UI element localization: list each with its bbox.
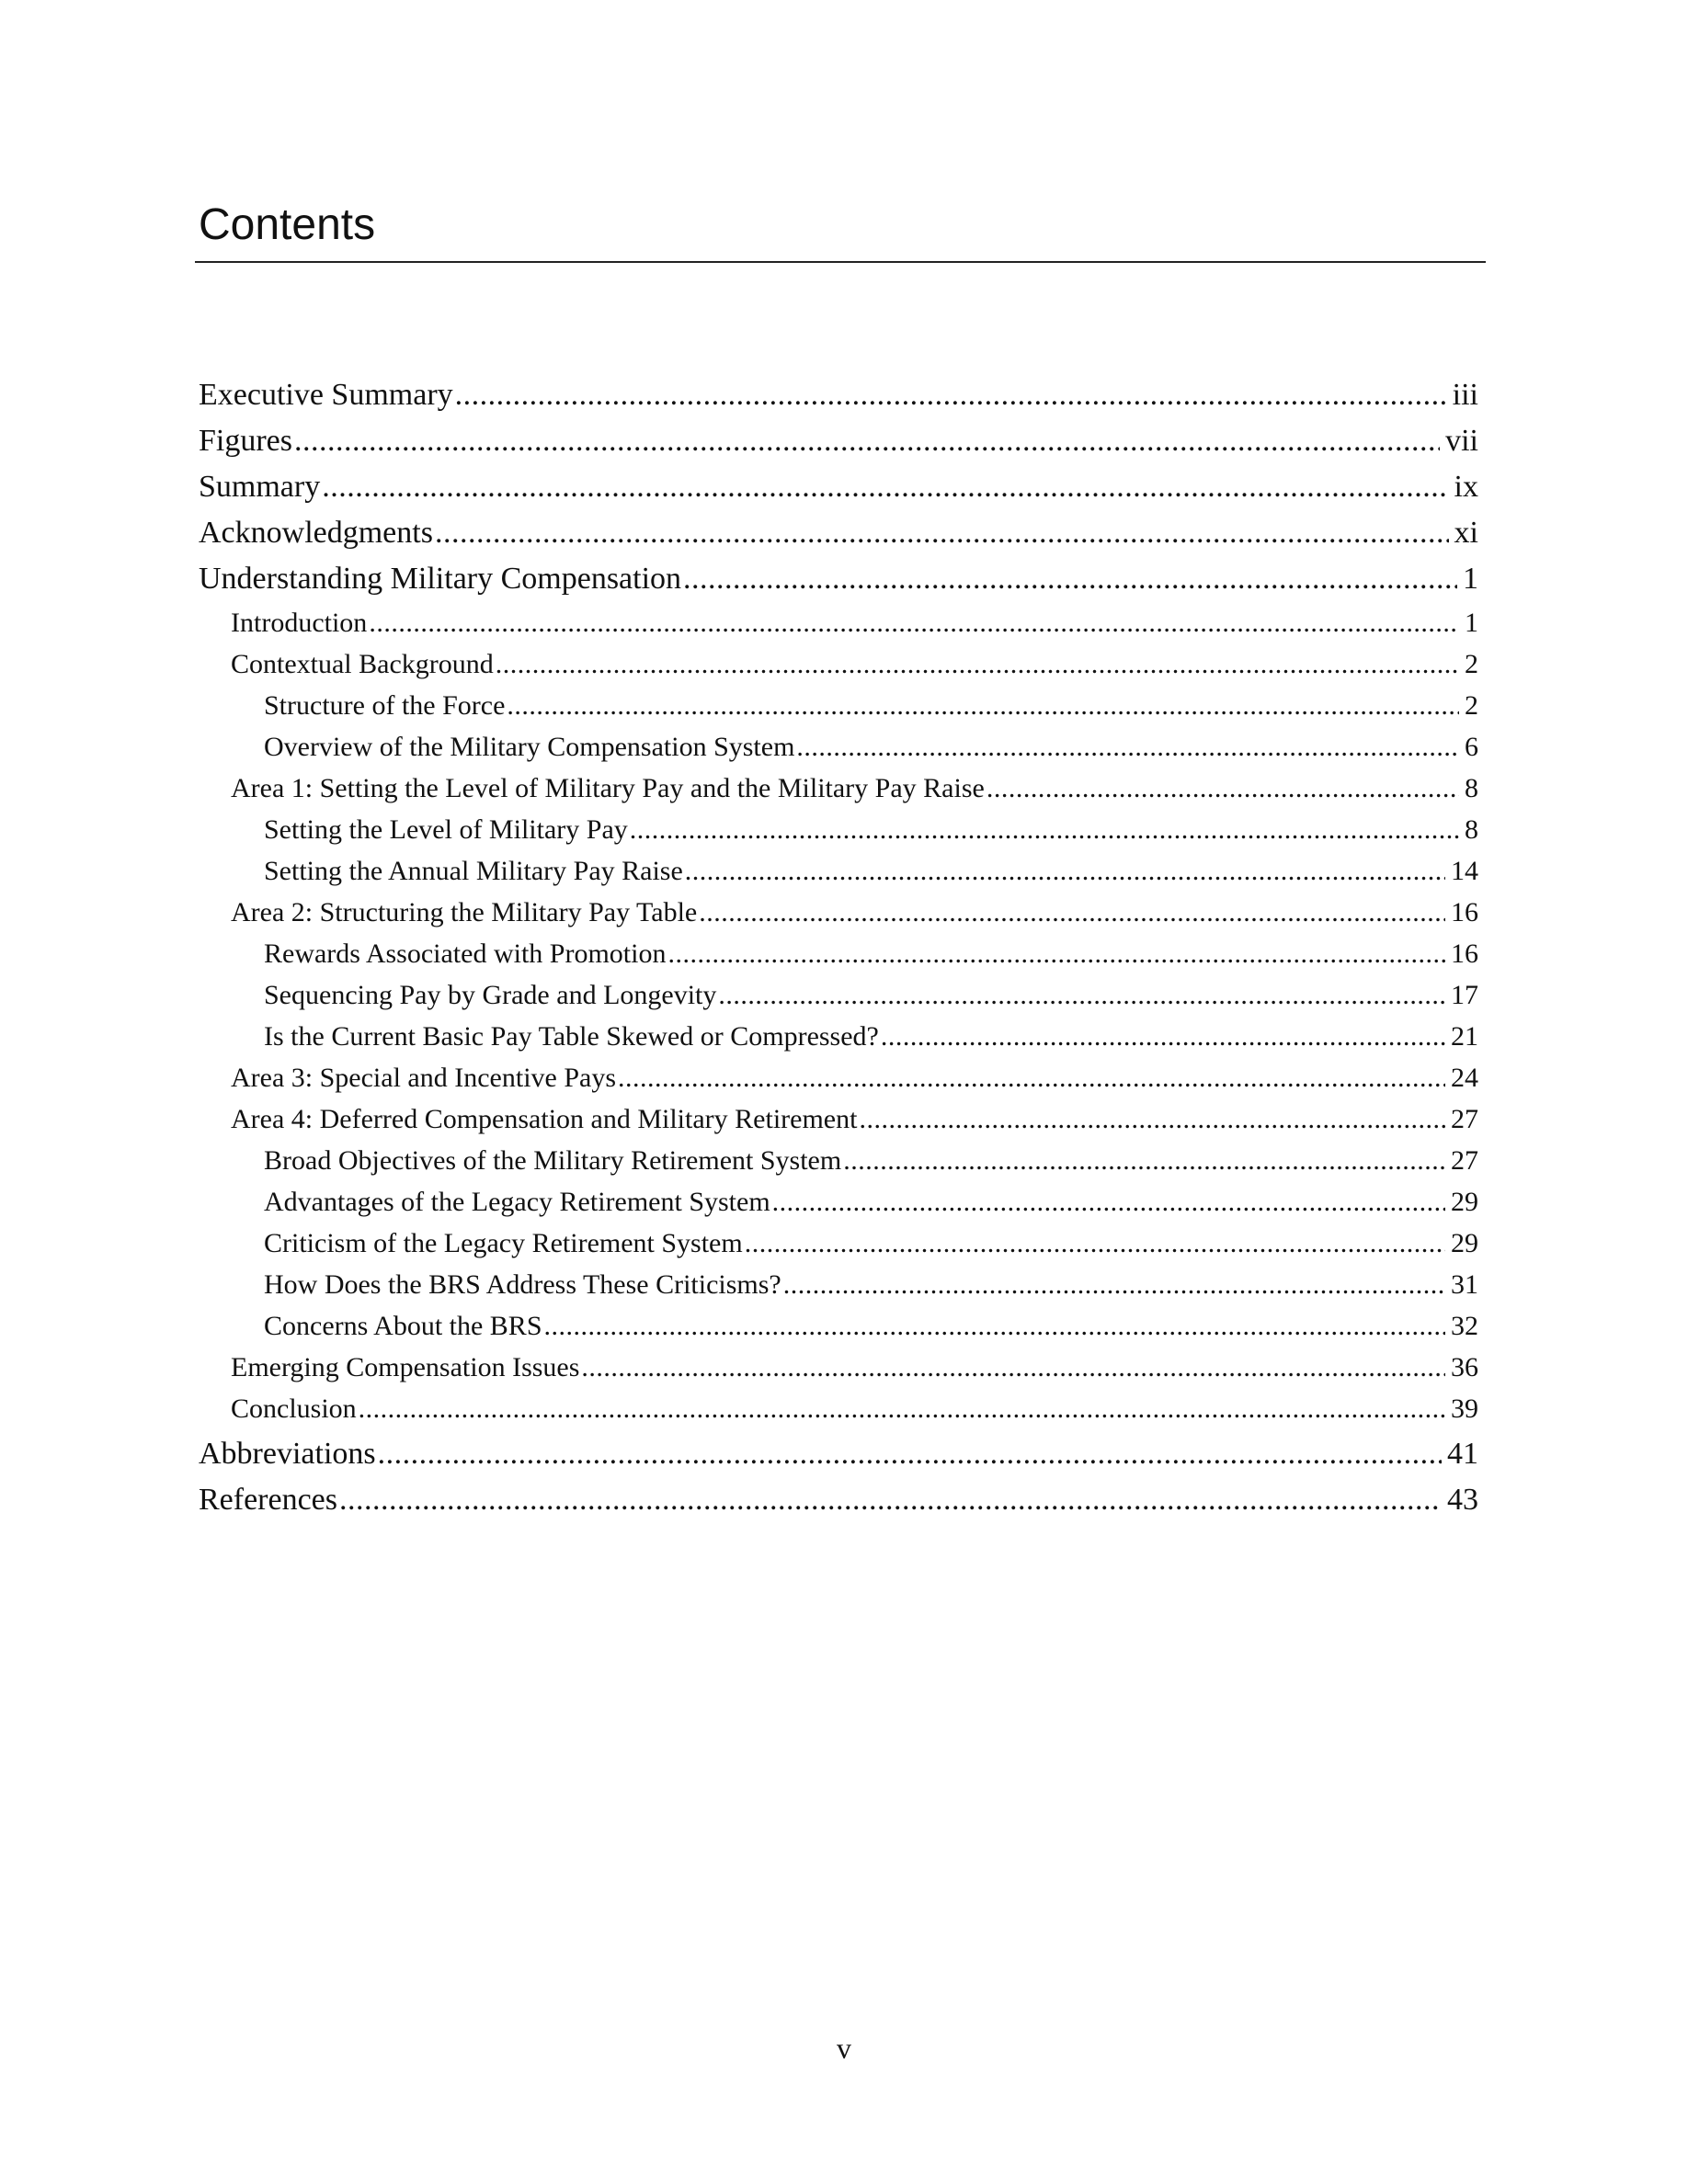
toc-entry-title: Structure of the Force [264, 690, 506, 721]
toc-entry-overview-of-the-military-compensation-system[interactable] [264, 729, 1478, 766]
dot-leader [339, 1480, 1442, 1520]
dot-leader [859, 1101, 1445, 1138]
toc-entry-page: 29 [1451, 1228, 1478, 1258]
toc-entry-title: Area 3: Special and Incentive Pays [231, 1063, 617, 1093]
dot-leader [359, 1391, 1445, 1428]
dot-leader [544, 1308, 1445, 1345]
dot-leader [987, 770, 1459, 807]
toc-entry-acknowledgments[interactable] [199, 513, 1478, 553]
toc-entry-advantages-of-the-legacy-retirement-system[interactable] [264, 1184, 1478, 1221]
dot-leader [455, 375, 1447, 415]
toc-entry-title: Introduction [231, 608, 368, 638]
toc-entry-title: Advantages of the Legacy Retirement System [264, 1187, 770, 1217]
dot-leader [796, 729, 1459, 766]
toc-entry-introduction[interactable] [231, 605, 1478, 642]
dot-leader [581, 1349, 1445, 1386]
toc-entry-page: 27 [1451, 1145, 1478, 1176]
toc-entry-page: 2 [1465, 690, 1478, 721]
dot-leader [507, 688, 1459, 724]
toc-entry-area-2[interactable] [231, 894, 1478, 931]
toc-entry-title: Concerns About the BRS [264, 1311, 542, 1341]
dot-leader [369, 605, 1459, 642]
toc-entry-criticism-of-the-legacy-retirement-system[interactable] [264, 1225, 1478, 1262]
dot-leader [881, 1018, 1445, 1055]
toc-entry-page: iii [1452, 378, 1478, 412]
toc-entry-setting-the-level-of-military-pay[interactable] [264, 812, 1478, 848]
page-title: Contents [199, 200, 376, 249]
toc-entry-title: Area 1: Setting the Level of Military Pay and the Military Pay Raise [231, 773, 985, 803]
toc-entry-area-3[interactable] [231, 1060, 1478, 1097]
toc-entry-page: 36 [1451, 1352, 1478, 1382]
dot-leader [718, 977, 1445, 1014]
dot-leader [435, 513, 1449, 553]
toc-entry-page: 32 [1451, 1311, 1478, 1341]
toc-entry-concerns-about-the-brs[interactable] [264, 1308, 1478, 1345]
toc-entry-area-4[interactable] [231, 1101, 1478, 1138]
toc-entry-how-does-the-brs-address-these-criticisms[interactable] [264, 1267, 1478, 1303]
toc-entry-title: Acknowledgments [199, 516, 433, 550]
toc-entry-page: 2 [1465, 649, 1478, 679]
dot-leader [745, 1225, 1445, 1262]
toc-entry-page: vii [1445, 424, 1478, 458]
toc-entry-title: Area 4: Deferred Compensation and Military Retirement [231, 1104, 858, 1134]
dot-leader [783, 1267, 1445, 1303]
toc-entry-title: Emerging Compensation Issues [231, 1352, 580, 1382]
toc-entry-rewards-associated-with-promotion[interactable] [264, 936, 1478, 973]
toc-entry-page: 8 [1465, 814, 1478, 845]
toc-entry-title: Setting the Annual Military Pay Raise [264, 856, 683, 886]
dot-leader [496, 646, 1459, 683]
toc-entry-page: 21 [1451, 1021, 1478, 1052]
toc-entry-title: Executive Summary [199, 378, 453, 412]
toc-entry-page: xi [1454, 516, 1478, 550]
toc-entry-area-1[interactable] [231, 770, 1478, 807]
dot-leader [772, 1184, 1445, 1221]
toc-entry-page: 1 [1463, 562, 1478, 596]
toc-entry-page: 43 [1447, 1483, 1478, 1517]
toc-entry-sequencing-pay-by-grade-and-longevity[interactable] [264, 977, 1478, 1014]
dot-leader [618, 1060, 1445, 1097]
toc-entry-title: Criticism of the Legacy Retirement System [264, 1228, 743, 1258]
toc-entry-page: 16 [1451, 897, 1478, 927]
toc-entry-understanding-military-compensation[interactable] [199, 559, 1478, 599]
dot-leader [685, 853, 1445, 890]
toc-entry-title: Abbreviations [199, 1437, 376, 1471]
toc-entry-title: References [199, 1483, 338, 1517]
toc-entry-page: 27 [1451, 1104, 1478, 1134]
toc-entry-figures[interactable] [199, 421, 1478, 461]
dot-leader [294, 421, 1440, 461]
page-number: v [837, 2031, 851, 2065]
toc-entry-structure-of-the-force[interactable] [264, 688, 1478, 724]
toc-entry-title: How Does the BRS Address These Criticisms? [264, 1269, 781, 1300]
toc-entry-references[interactable] [199, 1480, 1478, 1520]
toc-entry-title: Area 2: Structuring the Military Pay Table [231, 897, 698, 927]
toc-entry-emerging-compensation-issues[interactable] [231, 1349, 1478, 1386]
toc-entry-title: Conclusion [231, 1393, 357, 1424]
dot-leader [378, 1434, 1442, 1474]
dot-leader [683, 559, 1457, 599]
dot-leader [630, 812, 1459, 848]
toc-entry-page: 41 [1447, 1437, 1478, 1471]
toc-entry-title: Figures [199, 424, 292, 458]
toc-entry-abbreviations[interactable] [199, 1434, 1478, 1474]
toc-entry-title: Overview of the Military Compensation System [264, 732, 795, 762]
toc-entry-contextual-background[interactable] [231, 646, 1478, 683]
dot-leader [843, 1143, 1445, 1179]
toc-entry-executive-summary[interactable] [199, 375, 1478, 415]
toc-entry-broad-objectives-of-the-military-retirement-system[interactable] [264, 1143, 1478, 1179]
toc-entry-title: Understanding Military Compensation [199, 562, 682, 596]
toc-entry-setting-the-annual-military-pay-raise[interactable] [264, 853, 1478, 890]
toc-entry-title: Summary [199, 470, 321, 504]
toc-entry-page: 39 [1451, 1393, 1478, 1424]
toc-entry-page: 29 [1451, 1187, 1478, 1217]
toc-entry-title: Is the Current Basic Pay Table Skewed or Compressed? [264, 1021, 879, 1052]
dot-leader [322, 467, 1448, 507]
toc-entry-page: 14 [1451, 856, 1478, 886]
toc-entry-title: Rewards Associated with Promotion [264, 938, 667, 969]
toc-entry-summary[interactable] [199, 467, 1478, 507]
toc-entry-page: 8 [1465, 773, 1478, 803]
toc-entry-title: Setting the Level of Military Pay [264, 814, 628, 845]
toc-entry-conclusion[interactable] [231, 1391, 1478, 1428]
toc-entry-page: 6 [1465, 732, 1478, 762]
toc-entry-basic-pay-table-skewed-or-compressed[interactable] [264, 1018, 1478, 1055]
toc-entry-page: 24 [1451, 1063, 1478, 1093]
toc-entry-title: Contextual Background [231, 649, 494, 679]
dot-leader [667, 936, 1445, 973]
toc-entry-page: 1 [1465, 608, 1478, 638]
toc-entry-page: 17 [1451, 980, 1478, 1010]
toc-entry-page: ix [1454, 470, 1478, 504]
dot-leader [699, 894, 1445, 931]
toc-entry-page: 31 [1451, 1269, 1478, 1300]
toc-entry-page: 16 [1451, 938, 1478, 969]
toc-entry-title: Broad Objectives of the Military Retirement System [264, 1145, 842, 1176]
toc-entry-title: Sequencing Pay by Grade and Longevity [264, 980, 717, 1010]
